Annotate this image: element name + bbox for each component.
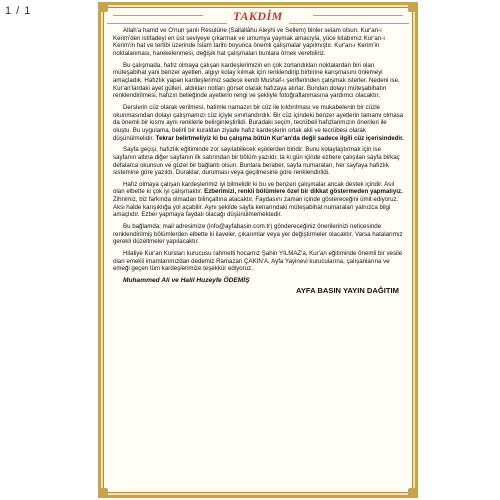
paragraph-text: Sayfa geçişi, hafızlık eğitiminde zor sayılabilecek eşiklerden biridir. Bunu kolaylaştırmak için ise sayfanın altına diğer sayfanın ilk satırından bir bölüm yazıldı; ta ki gün içinde ezbere çalışılan sayfa birkaç defalarca okunsun ve güzel bir bağlantı olsun. Bunlara beraber, sayfa numaraları, her sayfaya hafızlık sistemine göre yazıldı. Duraklar, durulması veya geçilmesine göre renklendirildi. bbox=[113, 146, 400, 177]
paragraph-emphasis: Ezberimizi, renkli bölümlere özel bir dikkat göstermeden yapmalıyız. bbox=[204, 188, 403, 196]
header-ornament-line bbox=[113, 15, 203, 16]
frame-corner-ornament bbox=[408, 2, 418, 12]
paragraph bbox=[113, 223, 405, 246]
paragraph bbox=[113, 62, 405, 100]
paragraph-text: Zihnimiz, biz farkında olmadan bilinçaltına atacaktır. Faydasını zaman içinde göstereceğini ümit ediyoruz. Aksi halde karışıklığa yol açabilir. Aynı şekilde sayfa kenarındaki müteşabihat numaraları yalnızca bilgi amaçlıdır. Ezber yapmaya faydalı olacağı düşünülmemektedir. bbox=[113, 196, 399, 219]
paragraph-emphasis: Tekrar belirtmeliyiz ki bu çalışma bütün Kur'an'da değil sadece ilgili cüz içerisindedir. bbox=[155, 134, 404, 142]
paragraph-text: Bu çalışmada, hafız olmaya çalışan kardeşlerimizin en çok zorlandıkları noktalardan biri olan müteşabihat yani benzer ayetleri, algıyı kolay kılmak için renklendirip birbirine karışmasını önlemeyi amaçladık. Hafızlık yapan kardeşlerimiz sadece kendi Mushaf-ı şeriflerinden çalışmak isterler. Nedeni ise, Kur'an'lardaki ayet gülleri, aldıkları notları görsel olarak hafızaya alırlar. Bundan dolayı müteşabihatın renklendirilmesi, hafızın belleğinde ayetlerin rengi ve şekliyle fotoğraflanmasına yardımcı olacaktır. bbox=[113, 61, 400, 100]
page-title: TAKDİM bbox=[227, 9, 289, 24]
document-page bbox=[98, 2, 418, 498]
signature-block bbox=[113, 277, 405, 294]
page-header bbox=[107, 9, 409, 24]
paragraph-text: Bu bağlamda; mail adresimize (info@ayfabasin.com.tr) göndereceğiniz önerilerinizi neticesinde renklendirilmiş bölümlerden elbette ki ilaveler, çıkarımlar veya yer değiştirmeler olacaktır. Varsa hatalarımız gerekli düzeltmeler yapılacaktır. bbox=[113, 223, 403, 246]
paragraph bbox=[113, 104, 405, 142]
paragraph bbox=[113, 181, 405, 219]
page-indicator: 1 / 1 bbox=[5, 5, 32, 17]
paragraph bbox=[113, 250, 405, 273]
header-ornament-line bbox=[313, 15, 403, 16]
frame-corner-ornament bbox=[98, 488, 108, 498]
paragraph bbox=[113, 146, 405, 177]
paragraph-text: Hilaliye Kur'an Kursları kurucusu rahmetli hocamız Şahin YILMAZ'a, Kur'an eğitiminde önemli bir vesile olan emekli imamlarımızdan dedemiz Ramazan ÇAKIN'A, Ayfa Yayinevi kurucularına, çalışanlarına ve emeği geçen tüm kardeşlerimize teşekkür ediyoruz. bbox=[113, 250, 403, 273]
paragraph bbox=[113, 27, 405, 58]
paragraph-text: Hafız olmaya çalışan kardeşlerimiz iyi bilmelidir ki bu ve benzeri çalışmalar ancak destek içindir. Asıl olan elbette ki çok iyi çalışmaktır. bbox=[113, 180, 395, 196]
paragraph-text: Allah'a hamd ve O'nun şanlı Resulüne (Sallallâhu Aleyhi ve Sellem) binler selam olsun. Kur'an-ı Kerim'den istifadeyi en üst seviyeye çıkarmak ve umumya yaymak amacıyla, yüce kitabımız Kur'an-ı Kerim'in hat ve tertibi üzerinde İslam tarihi boyunca önemli çalışmalar yapılmıştır. Kur'an-ı Kerim'in noktalanması, harekelenmesi, değişik hat çalışmaları bunlara örnek verebiliriz. bbox=[113, 27, 385, 57]
signature-authors: Muhammed Ali ve Halil Huzeyfe ÖDEMİŞ bbox=[123, 277, 250, 285]
frame-corner-ornament bbox=[408, 488, 418, 498]
paragraph-text: Derslerin cüz olarak verilmesi, hatimle namazın bir cüz ile kıldırılması ve mukabelenin bir cüzle okunmasından dolayı çalışmamızı cüz içiyle sınırlandırdık. Bir cüz içindeki benzer ayetlerin tamamı olmasa da önemli bir kısmı aynı renklerle belirginleştirildi. Buradaki seçim, tecrübeli hafızlanmızın önerileri ile oluştu. Bu uygulama, belirli bir kuraldan ziyade hafız kardeşlerin ortak akli ve tecrübesi olarak düşünülmelidir. bbox=[113, 103, 404, 142]
signature-publisher: AYFA BASIN YAYIN DAĞITIM bbox=[296, 285, 399, 295]
document-body bbox=[113, 27, 405, 491]
